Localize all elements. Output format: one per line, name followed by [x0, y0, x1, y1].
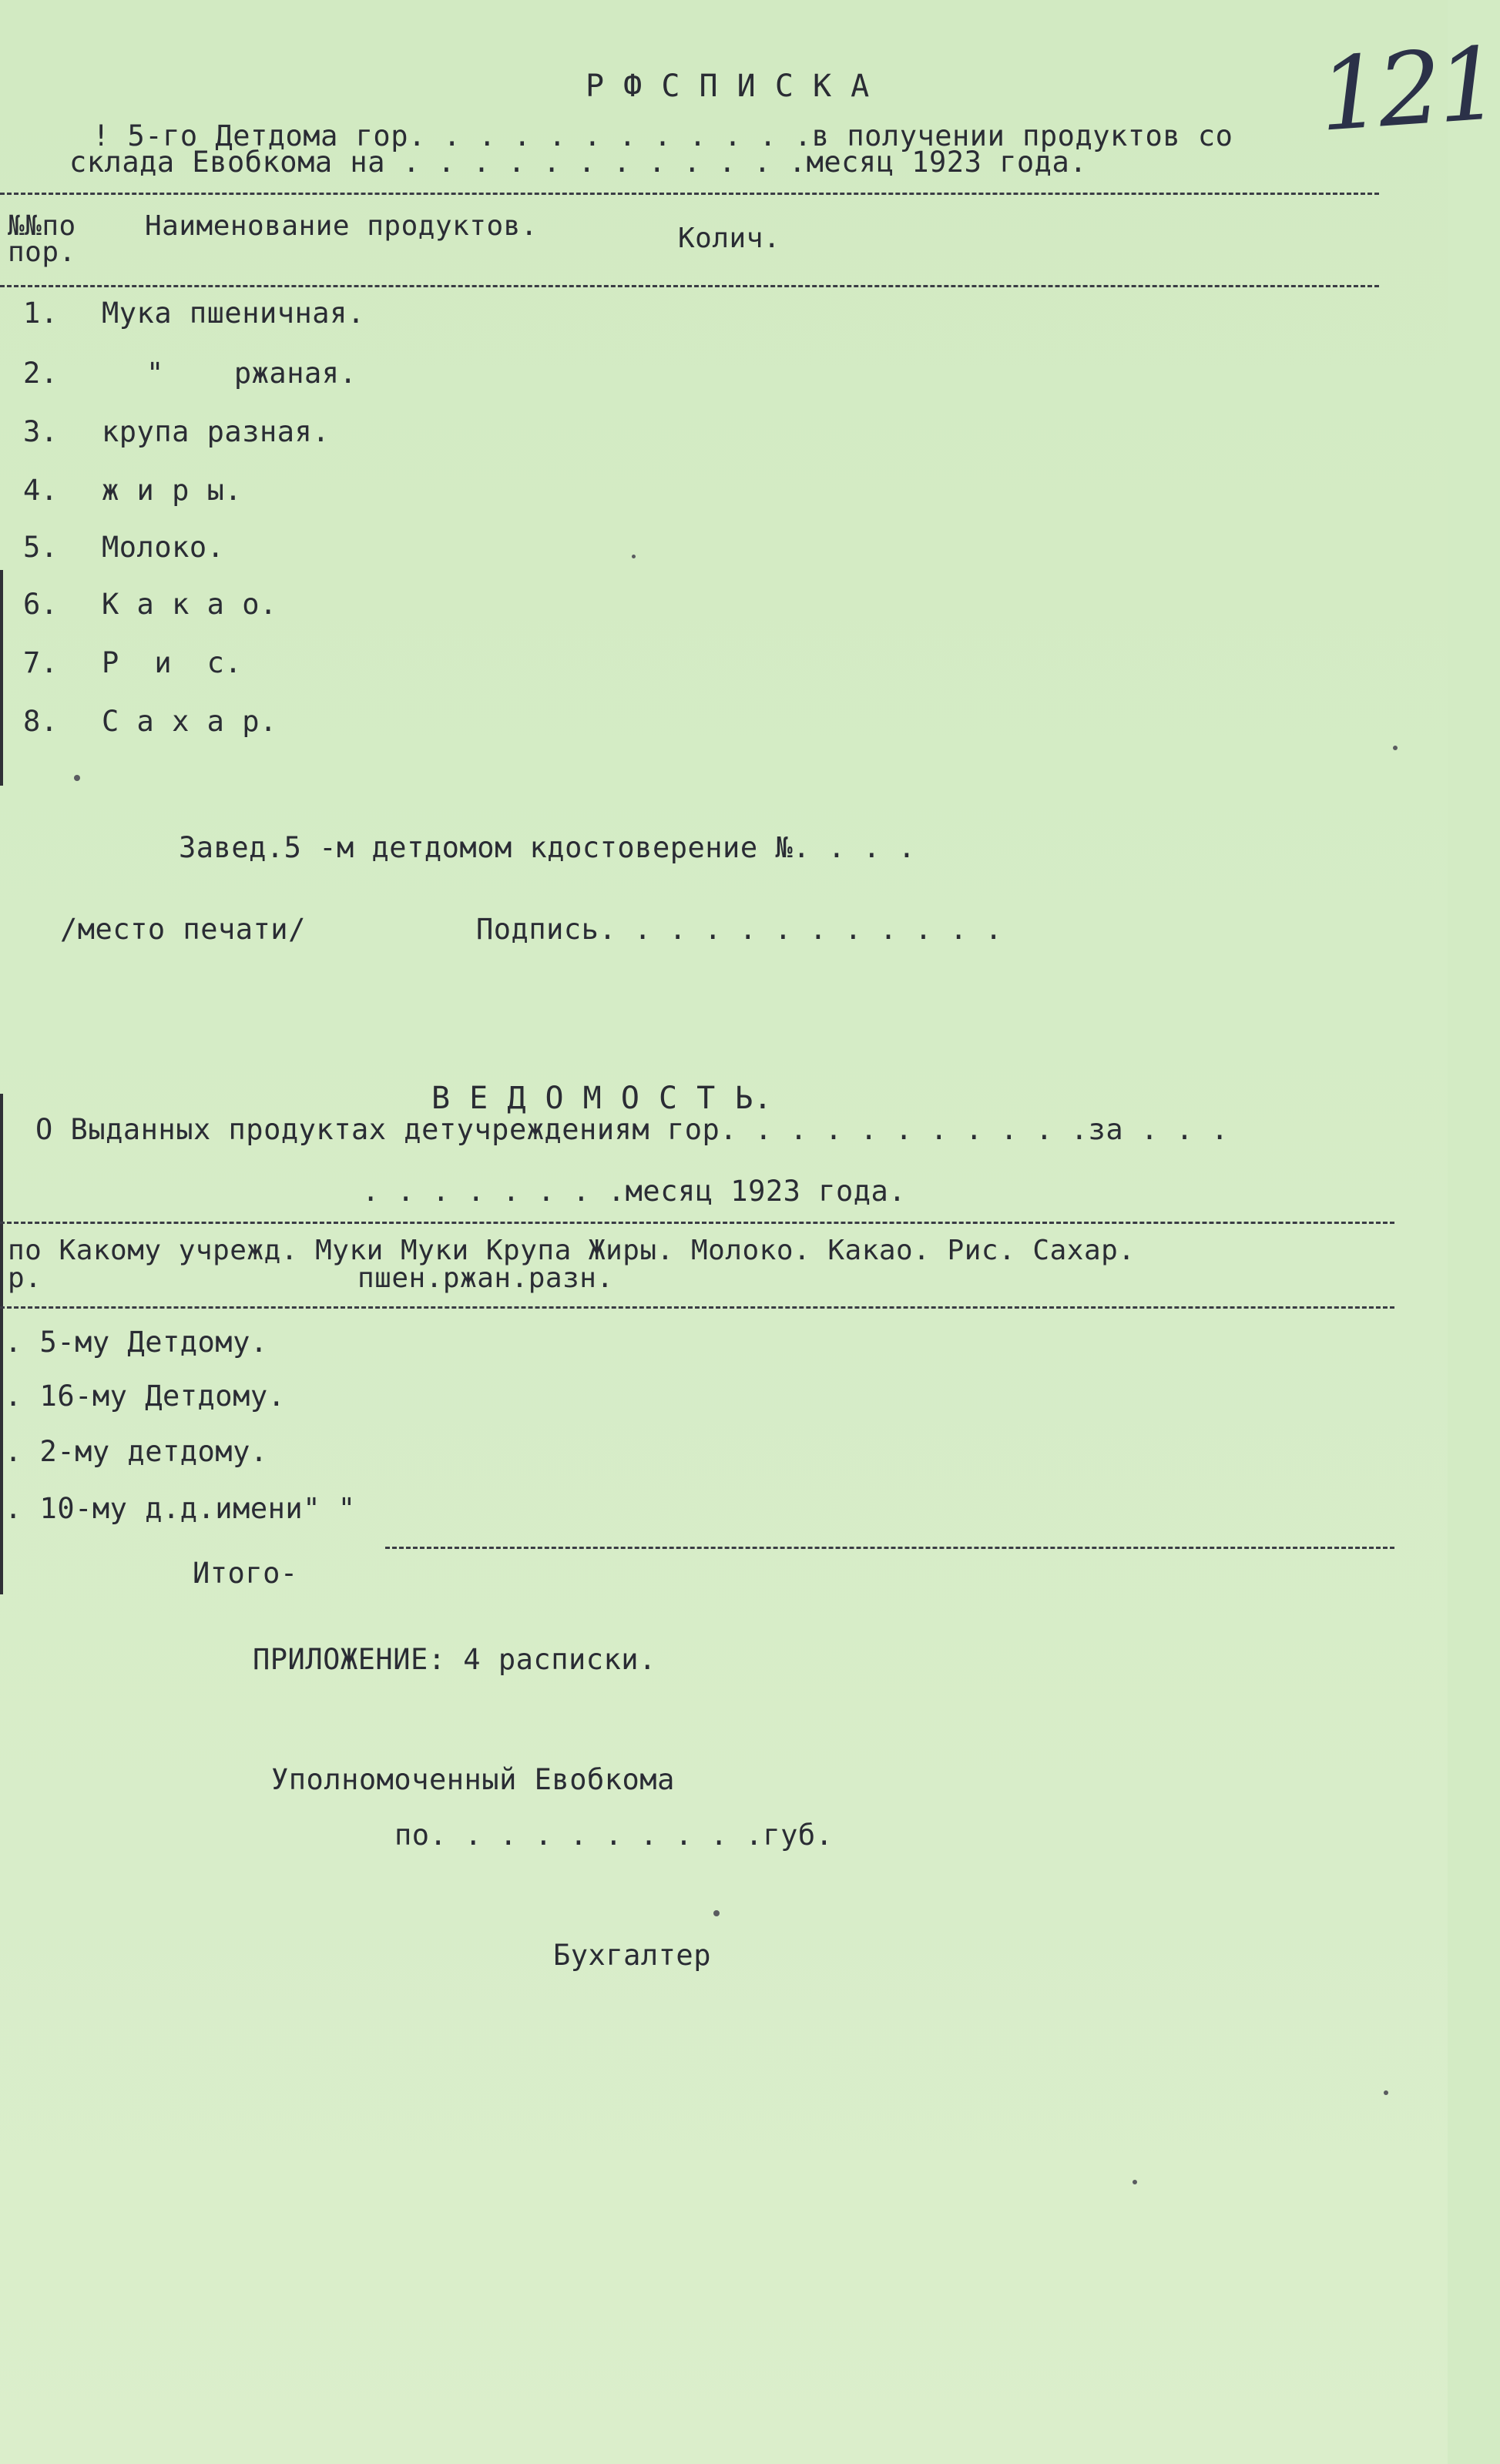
receipt-title: Р Ф С П И С К А: [586, 69, 870, 104]
statement-line-2: . . . . . . . .месяц 1923 года.: [362, 1175, 907, 1208]
statement-title: В Е Д О М О С Т Ь.: [431, 1081, 773, 1116]
paper-speck: [632, 555, 636, 558]
columns-header-2-left: р.: [8, 1262, 42, 1294]
header-product-name: Наименование продуктов.: [145, 210, 538, 242]
paper-speck: [1133, 2180, 1137, 2184]
institution-row: . 2-му детдому.: [5, 1435, 268, 1468]
institution-row: . 16-му Детдому.: [5, 1380, 286, 1413]
rule: [385, 1547, 1394, 1549]
item-number: 6.: [23, 588, 59, 621]
rule: [0, 1222, 1394, 1224]
accountant: Бухгалтер: [553, 1939, 711, 1972]
receipt-line-2: склада Евобкома на . . . . . . . . . . . .месяц 1923 года.: [69, 146, 1088, 179]
item-name: крупа разная.: [102, 415, 331, 448]
signature-line: Подпись. . . . . . . . . . . .: [476, 913, 1003, 946]
folio-number: 121: [1314, 25, 1500, 154]
item-name: К а к а о.: [102, 588, 277, 621]
statement-line-1: О Выданных продуктах детучреждениям гор. . . . . . . . . . .за . . .: [35, 1113, 1229, 1146]
institution-row: . 10-му д.д.имени" ": [5, 1492, 356, 1525]
head-certificate-line: Завед.5 -м детдомом кдостоверение №. . . .: [179, 831, 916, 864]
left-edge-mark: [0, 1094, 3, 1594]
left-edge-mark: [0, 570, 3, 786]
authorized-representative: Уполномоченный Евобкома: [271, 1763, 675, 1796]
header-number-2: пор.: [8, 236, 76, 268]
item-number: 2.: [23, 357, 59, 390]
item-number: 7.: [23, 646, 59, 679]
paper-speck: [1384, 2090, 1388, 2095]
appendix: ПРИЛОЖЕНИЕ: 4 расписки.: [253, 1643, 656, 1676]
item-number: 4.: [23, 474, 59, 507]
columns-header-2: пшен.ржан.разн.: [357, 1262, 614, 1294]
item-number: 1.: [23, 297, 59, 330]
rule: [0, 1306, 1394, 1309]
item-name: ж и р ы.: [102, 474, 243, 507]
paper-speck: [713, 1910, 720, 1916]
paper-speck: [1393, 746, 1398, 750]
institution-row: . 5-му Детдому.: [5, 1326, 268, 1359]
item-number: 8.: [23, 705, 59, 738]
item-name: С а х а р.: [102, 705, 277, 738]
rule: [0, 285, 1379, 287]
receipt-line-1: ! 5-го Детдома гор. . . . . . . . . . . .в получении продуктов со: [92, 119, 1233, 153]
item-number: 3.: [23, 415, 59, 448]
item-name: Р и с.: [102, 646, 243, 679]
province-line: по. . . . . . . . . .губ.: [394, 1819, 834, 1852]
header-quantity: Колич.: [678, 223, 781, 254]
item-name: Мука пшеничная.: [102, 297, 365, 330]
total-row: Итого-: [193, 1557, 298, 1590]
item-name: Молоко.: [102, 531, 225, 564]
seal-place: /место печати/: [60, 913, 306, 946]
item-name: " ржаная.: [146, 357, 357, 390]
paper-speck: [74, 775, 80, 781]
rule: [0, 193, 1379, 195]
columns-header: по Какому учрежд. Муки Муки Крупа Жиры. Молоко. Какао. Рис. Сахар.: [8, 1235, 1136, 1266]
header-number: №№по: [8, 210, 76, 242]
item-number: 5.: [23, 531, 59, 564]
